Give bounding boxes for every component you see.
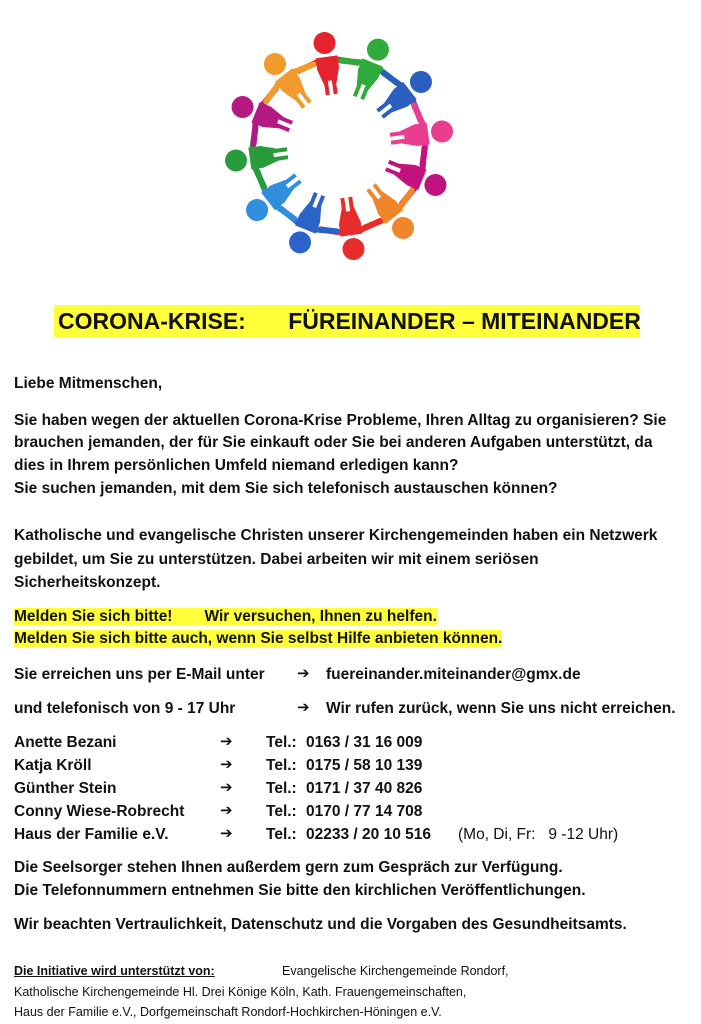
contact-name: Haus der Familie e.V.: [14, 826, 169, 843]
title-right: FÜREINANDER – MITEINANDER: [288, 308, 641, 334]
tel-label: Tel.:: [266, 826, 297, 843]
tel-number[interactable]: 0171 / 37 40 826: [306, 780, 423, 797]
para1-line3: dies in Ihrem persönlichen Umfeld niemand erledigen kann?: [14, 457, 459, 474]
contact-name: Katja Kröll: [14, 757, 92, 774]
tel-number[interactable]: 0170 / 77 14 708: [306, 803, 423, 820]
tel-label: Tel.:: [266, 803, 297, 820]
footer-line2: Katholische Kirchengemeinde Hl. Drei Könige Köln, Kath. Frauengemeinschaften,: [14, 985, 467, 999]
page-title: [54, 305, 640, 337]
para1-line4: Sie suchen jemanden, mit dem Sie sich telefonisch austauschen können?: [14, 480, 558, 497]
highlight-offer: Melden Sie sich bitte auch, wenn Sie selbst Hilfe anbieten können.: [14, 630, 503, 647]
highlight-line2: [14, 628, 502, 650]
para2-line3: Sicherheitskonzept.: [14, 574, 161, 591]
highlight-line1: [14, 606, 437, 628]
contact-name: Conny Wiese-Robrecht: [14, 803, 185, 820]
arrow-right-icon: ➔: [220, 802, 233, 819]
contact-name: Anette Bezani: [14, 734, 117, 751]
email-label: Sie erreichen uns per E-Mail unter: [14, 666, 265, 683]
highlight-help: Wir versuchen, Ihnen zu helfen.: [172, 608, 436, 625]
arrow-right-icon: ➔: [220, 756, 233, 773]
tel-number[interactable]: 0163 / 31 16 009: [306, 734, 423, 751]
tel-label: Tel.:: [266, 780, 297, 797]
people-circle-logo: [221, 28, 457, 264]
footer-line1: [14, 961, 509, 981]
para2-line1: Katholische und evangelische Christen unserer Kirchengemeinden haben ein Netzwerk: [14, 527, 658, 544]
para3-line2: Die Telefonnummern entnehmen Sie bitte den kirchlichen Veröffentlichungen.: [14, 882, 586, 899]
footer-line3: Haus der Familie e.V., Dorfgemeinschaft Rondorf-Hochkirchen-Höningen e.V.: [14, 1005, 442, 1019]
arrow-right-icon: ➔: [297, 665, 310, 682]
title-left: CORONA-KRISE:: [58, 308, 246, 334]
arrow-right-icon: ➔: [297, 699, 310, 716]
contact-name: Günther Stein: [14, 780, 117, 797]
tel-label: Tel.:: [266, 757, 297, 774]
tel-number[interactable]: 0175 / 58 10 139: [306, 757, 423, 774]
para1-line2: brauchen jemanden, der für Sie einkauft oder Sie bei anderen Aufgaben unterstützt, da: [14, 434, 653, 451]
footer-supporter-1: Evangelische Kirchengemeinde Rondorf,: [282, 964, 509, 978]
para1-line1: Sie haben wegen der aktuellen Corona-Krise Probleme, Ihren Alltag zu organisieren? Sie: [14, 412, 667, 429]
callback-note: Wir rufen zurück, wenn Sie uns nicht erreichen.: [326, 700, 676, 717]
tel-number[interactable]: 02233 / 20 10 516: [306, 826, 431, 843]
para3-line1: Die Seelsorger stehen Ihnen außerdem gern zum Gespräch zur Verfügung.: [14, 859, 563, 876]
phone-hours-label: und telefonisch von 9 - 17 Uhr: [14, 700, 236, 717]
arrow-right-icon: ➔: [220, 825, 233, 842]
email-address[interactable]: fuereinander.miteinander@gmx.de: [326, 666, 581, 683]
greeting: Liebe Mitmenschen,: [14, 375, 163, 392]
para2-line2: gebildet, um Sie zu unterstützen. Dabei arbeiten wir mit einem seriösen: [14, 551, 539, 568]
highlight-call: Melden Sie sich bitte!: [14, 608, 173, 625]
tel-label: Tel.:: [266, 734, 297, 751]
arrow-right-icon: ➔: [220, 733, 233, 750]
arrow-right-icon: ➔: [220, 779, 233, 796]
footer-label: Die Initiative wird unterstützt von:: [14, 964, 215, 978]
office-hours: (Mo, Di, Fr: 9 -12 Uhr): [458, 826, 619, 843]
privacy-statement: Wir beachten Vertraulichkeit, Datenschutz und die Vorgaben des Gesundheitsamts.: [14, 916, 627, 933]
